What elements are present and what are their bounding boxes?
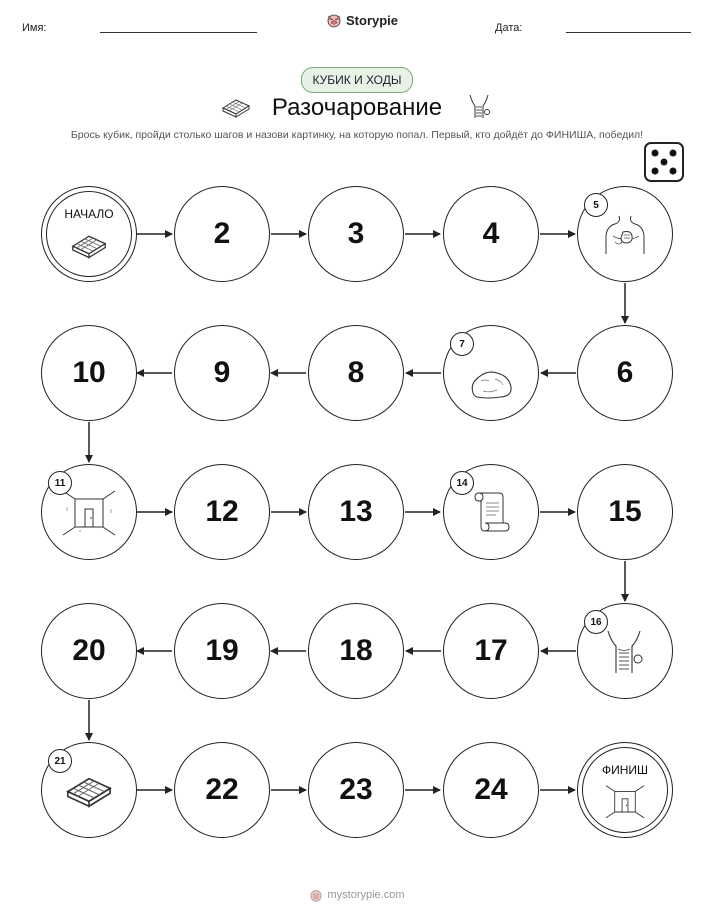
blanket-icon [63, 772, 115, 808]
cell-number-tag: 7 [450, 332, 474, 356]
cell-2[interactable] [174, 186, 270, 282]
cell-number: 15 [608, 495, 642, 528]
cell-number-tag: 14 [450, 471, 474, 495]
cell-number: 24 [474, 773, 508, 806]
cell-23[interactable] [308, 742, 404, 838]
start-cell[interactable] [41, 186, 137, 282]
cell-number: 10 [72, 356, 106, 389]
empty-room-icon [603, 782, 647, 820]
cell-14[interactable] [443, 464, 539, 560]
cell-number: 6 [616, 356, 634, 389]
cell-17[interactable] [443, 603, 539, 699]
rock-icon [467, 367, 515, 401]
cell-18[interactable] [308, 603, 404, 699]
cell-number-tag: 16 [584, 610, 608, 634]
cell-number: 12 [205, 495, 239, 528]
date-label: Дата: [495, 22, 523, 34]
cell-13[interactable] [308, 464, 404, 560]
cell-5[interactable] [577, 186, 673, 282]
cell-number: 8 [347, 356, 365, 389]
cell-4[interactable] [443, 186, 539, 282]
game-type-badge: КУБИК И ХОДЫ [301, 67, 413, 93]
throat-icon [602, 627, 648, 675]
blanket-icon [69, 231, 109, 259]
finish-label: ФИНИШ [601, 763, 649, 777]
cell-number: 17 [474, 634, 508, 667]
cell-number: 20 [72, 634, 106, 667]
cell-3[interactable] [308, 186, 404, 282]
empty-room-icon [59, 487, 119, 537]
name-label: Имя: [22, 22, 47, 34]
cell-number-tag: 5 [584, 193, 608, 217]
cell-22[interactable] [174, 742, 270, 838]
footer [0, 888, 714, 902]
cell-6[interactable] [577, 325, 673, 421]
cell-21[interactable] [41, 742, 137, 838]
scroll-icon [471, 489, 511, 535]
cell-number: 23 [339, 773, 373, 806]
cell-number: 9 [213, 356, 231, 389]
cell-number-tag: 21 [48, 749, 72, 773]
finish-cell[interactable] [577, 742, 673, 838]
chest-pain-icon [601, 212, 649, 256]
cell-number-tag: 11 [48, 471, 72, 495]
cell-15[interactable] [577, 464, 673, 560]
cell-9[interactable] [174, 325, 270, 421]
cell-8[interactable] [308, 325, 404, 421]
cell-19[interactable] [174, 603, 270, 699]
start-label: НАЧАЛО [64, 207, 114, 221]
instructions-text: Брось кубик, пройди столько шагов и назови картинку, на которую попал. Первый, кто дойдёт до ФИНИША, победил! [70, 129, 644, 141]
cell-24[interactable] [443, 742, 539, 838]
footer-url[interactable]: mystorypie.com [327, 889, 405, 901]
cell-number: 4 [482, 217, 500, 250]
cell-number: 18 [339, 634, 373, 667]
cell-number: 2 [213, 217, 231, 250]
cell-number: 13 [339, 495, 373, 528]
cell-20[interactable] [41, 603, 137, 699]
cell-10[interactable] [41, 325, 137, 421]
cell-number: 22 [205, 773, 239, 806]
cell-11[interactable] [41, 464, 137, 560]
cell-12[interactable] [174, 464, 270, 560]
brand-name: Storypie [346, 12, 399, 28]
cell-7[interactable] [443, 325, 539, 421]
cell-16[interactable] [577, 603, 673, 699]
page-title: Разочарование [271, 94, 443, 121]
pig-logo-icon [309, 888, 323, 902]
cell-number: 19 [205, 634, 239, 667]
cell-number: 3 [347, 217, 365, 250]
